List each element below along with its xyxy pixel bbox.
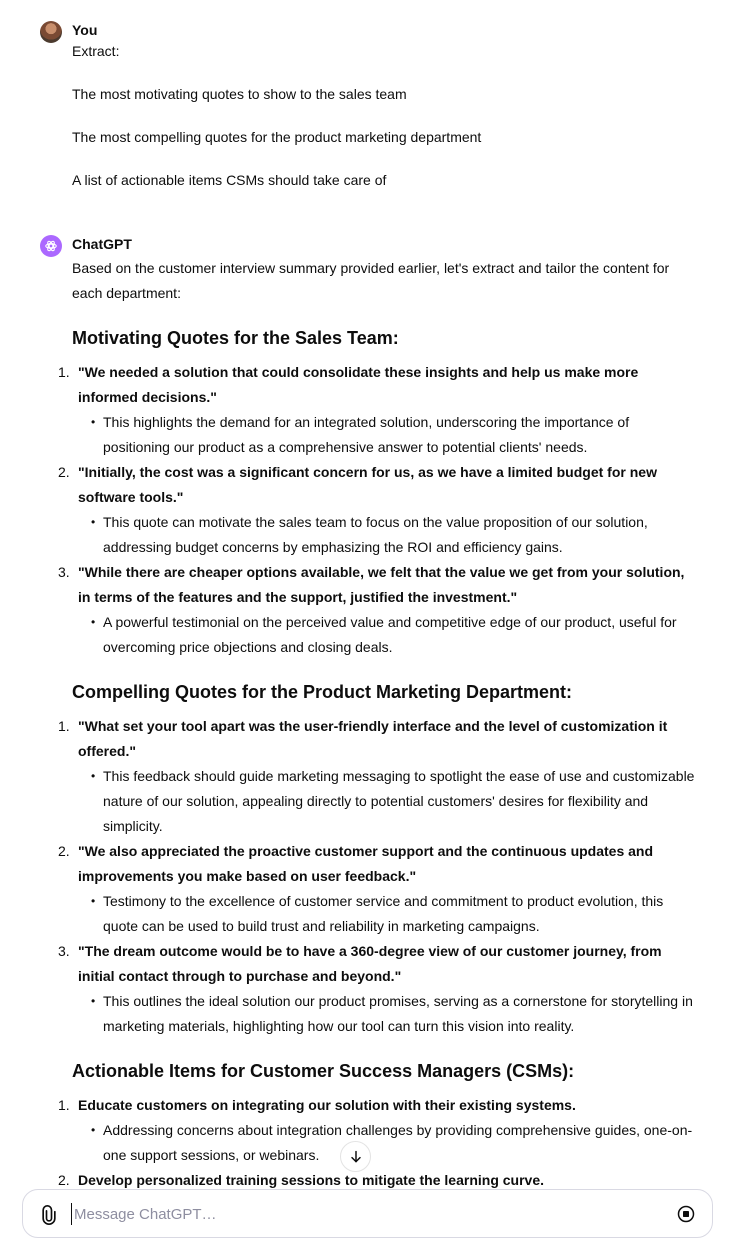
- list-number: 1.: [58, 718, 70, 734]
- quote-note: • This quote can motivate the sales team to focus on the value proposition of our solution, addressing budget concerns by emphasizing the ROI and efficiency gains.: [103, 510, 697, 560]
- section-heading: Compelling Quotes for the Product Marketing Department:: [72, 682, 573, 702]
- list-item: [58, 714, 697, 839]
- action-note: • Addressing concerns about integration challenges by providing comprehensive guides, one-on-one support sessions, or webinars.: [103, 1118, 697, 1168]
- list-number: 1.: [58, 364, 70, 380]
- message-line: Extract:: [72, 43, 120, 59]
- list-number: 2.: [58, 464, 70, 480]
- arrow-down-icon: [348, 1149, 364, 1165]
- quote-text: "The dream outcome would be to have a 360-degree view of our customer journey, from initial contact through to purchase and beyond.": [78, 943, 662, 984]
- quote-text: "While there are cheaper options available, we felt that the value we get from your solution, in terms of the features and the support, justified the investment.": [78, 564, 685, 605]
- scroll-to-bottom-button[interactable]: [340, 1141, 371, 1172]
- list-item: [58, 839, 697, 939]
- message-composer: [22, 1189, 713, 1238]
- message-author: You: [72, 22, 98, 38]
- quote-note: • A powerful testimonial on the perceived value and competitive edge of our product, useful for overcoming price objections and closing deals.: [103, 610, 697, 660]
- action-text: Develop personalized training sessions to mitigate the learning curve.: [78, 1172, 545, 1188]
- list-item: [58, 1168, 697, 1190]
- list-number: 2.: [58, 1172, 70, 1188]
- assistant-message-body: [58, 256, 697, 1190]
- quote-note: • This outlines the ideal solution our product promises, serving as a cornerstone for storytelling in marketing materials, highlighting how our tool can turn this vision into reality.: [103, 989, 697, 1039]
- quote-note: • This feedback should guide marketing messaging to spotlight the ease of use and customizable nature of our solution, appealing directly to potential customers' desires for flexibility and simplicity.: [103, 764, 697, 839]
- message-input[interactable]: [71, 1203, 651, 1225]
- section-heading: Motivating Quotes for the Sales Team:: [72, 328, 399, 348]
- section-heading: Actionable Items for Customer Success Managers (CSMs):: [72, 1061, 575, 1081]
- message-line: The most compelling quotes for the product marketing department: [72, 129, 482, 145]
- list-item: [58, 360, 697, 460]
- quote-text: "We also appreciated the proactive customer support and the continuous updates and improvements you make based on user feedback.": [78, 843, 654, 884]
- paperclip-icon[interactable]: [39, 1205, 59, 1225]
- stop-icon[interactable]: [677, 1205, 695, 1223]
- list-item: [58, 939, 697, 1039]
- quote-list: [58, 360, 697, 660]
- quote-list: [58, 714, 697, 1039]
- openai-logo-icon: [40, 235, 62, 257]
- list-number: 2.: [58, 843, 70, 859]
- user-message-body: [72, 39, 697, 211]
- list-number: 3.: [58, 564, 70, 580]
- quote-note: • This highlights the demand for an integrated solution, underscoring the importance of positioning our product as a comprehensive answer to potential clients' needs.: [103, 410, 697, 460]
- action-list: [58, 1093, 697, 1190]
- list-number: 1.: [58, 1097, 70, 1113]
- list-item: [58, 460, 697, 560]
- action-text: Educate customers on integrating our solution with their existing systems.: [78, 1097, 576, 1113]
- user-avatar: [40, 21, 62, 43]
- message-line: The most motivating quotes to show to the sales team: [72, 86, 407, 102]
- quote-text: "We needed a solution that could consolidate these insights and help us make more informed decisions.": [78, 364, 639, 405]
- message-line: A list of actionable items CSMs should take care of: [72, 172, 387, 188]
- message-author: ChatGPT: [72, 236, 132, 252]
- quote-text: "Initially, the cost was a significant concern for us, as we have a limited budget for new software tools.": [78, 464, 657, 505]
- quote-note: • Testimony to the excellence of customer service and commitment to product evolution, this quote can be used to build trust and reliability in marketing campaigns.: [103, 889, 697, 939]
- assistant-intro: Based on the customer interview summary provided earlier, let's extract and tailor the content for each department:: [72, 260, 670, 301]
- list-item: [58, 560, 697, 660]
- list-number: 3.: [58, 943, 70, 959]
- list-item: [58, 1093, 697, 1168]
- quote-text: "What set your tool apart was the user-friendly interface and the level of customization it offered.": [78, 718, 668, 759]
